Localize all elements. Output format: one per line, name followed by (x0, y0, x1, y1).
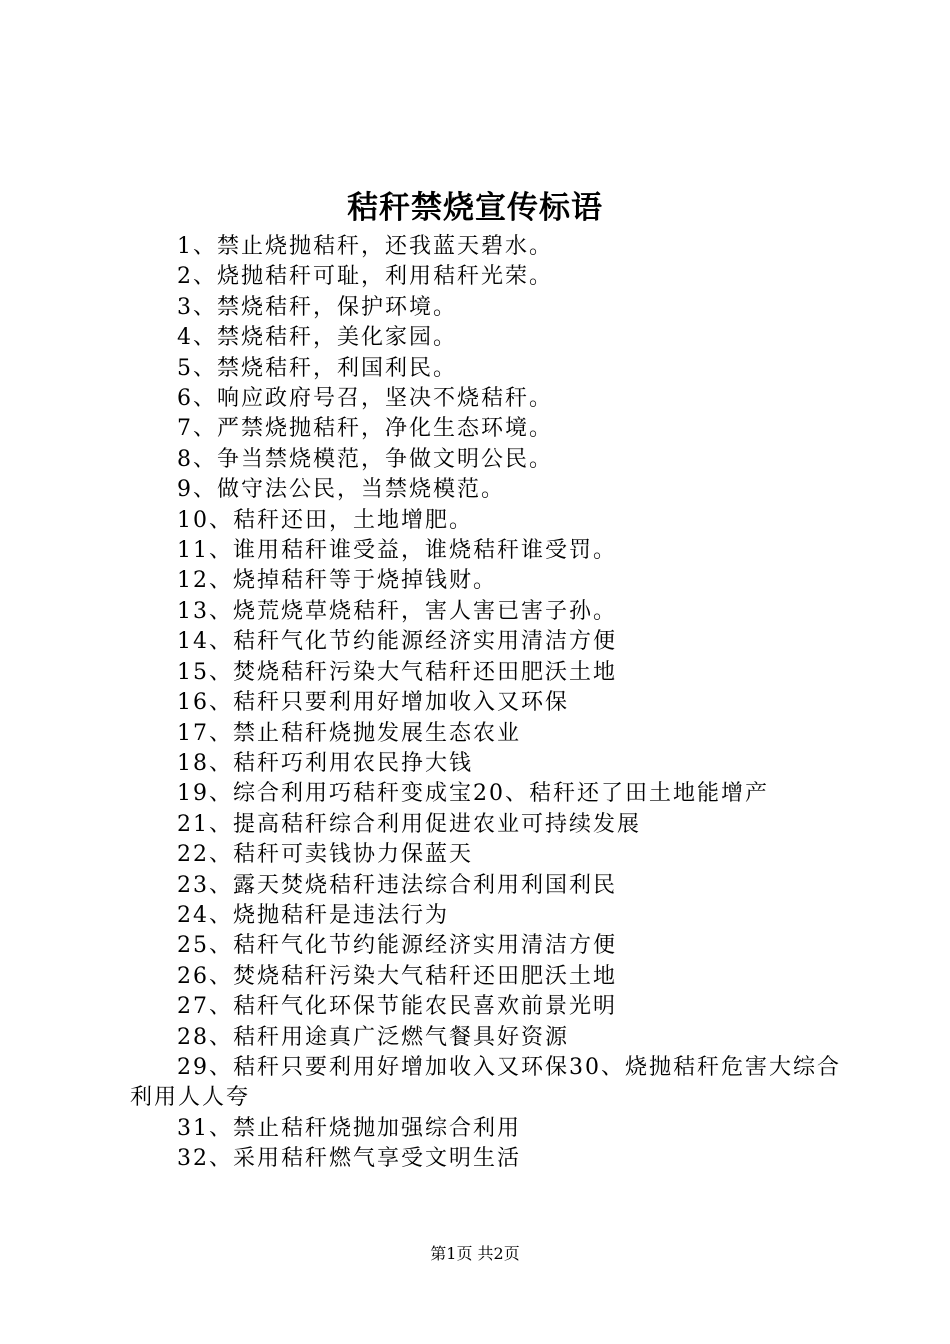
slogan-item: 2、烧抛秸秆可耻，利用秸秆光荣。 (177, 264, 553, 290)
slogan-item: 32、采用秸秆燃气享受文明生活 (177, 1146, 521, 1172)
document-title: 秸秆禁烧宣传标语 (347, 190, 603, 226)
slogan-item: 21、提高秸秆综合利用促进农业可持续发展 (177, 811, 641, 837)
slogan-item: 31、禁止秸秆烧抛加强综合利用 (177, 1115, 521, 1141)
slogan-item: 18、秸秆巧利用农民挣大钱 (177, 750, 473, 776)
slogan-item: 1、禁止烧抛秸秆，还我蓝天碧水。 (177, 234, 553, 259)
slogan-item: 13、烧荒烧草烧秸秆，害人害已害子孙。 (177, 598, 617, 624)
slogan-item: 27、秸秆气化环保节能农民喜欢前景光明 (177, 994, 617, 1020)
slogan-list (130, 232, 845, 1175)
slogan-item: 17、禁止秸秆烧抛发展生态农业 (177, 720, 521, 746)
slogan-item: 19、综合利用巧秸秆变成宝20、秸秆还了田土地能增产 (177, 781, 769, 807)
slogan-item: 29、秸秆只要利用好增加收入又环保30、烧抛秸秆危害大综合利用人人夸 (130, 1054, 841, 1111)
slogan-item: 24、烧抛秸秆是违法行为 (177, 902, 449, 928)
slogan-item: 15、焚烧秸秆污染大气秸秆还田肥沃土地 (177, 659, 617, 685)
slogan-item: 4、禁烧秸秆，美化家园。 (177, 325, 457, 351)
slogan-item: 3、禁烧秸秆，保护环境。 (177, 294, 457, 320)
slogan-item: 28、秸秆用途真广泛燃气餐具好资源 (177, 1024, 569, 1050)
page-footer: 第1页 共2页 (430, 1244, 520, 1263)
slogan-item: 9、做守法公民，当禁烧模范。 (177, 477, 505, 503)
slogan-item: 25、秸秆气化节约能源经济实用清洁方便 (177, 933, 617, 959)
slogan-item: 6、响应政府号召，坚决不烧秸秆。 (177, 386, 553, 412)
slogan-item: 5、禁烧秸秆，利国利民。 (177, 355, 457, 381)
slogan-item: 23、露天焚烧秸秆违法综合利用利国利民 (177, 872, 617, 898)
slogan-item: 12、烧掉秸秆等于烧掉钱财。 (177, 568, 497, 594)
slogan-item: 10、秸秆还田，土地增肥。 (177, 507, 473, 533)
slogan-item: 8、争当禁烧模范，争做文明公民。 (177, 446, 553, 472)
slogan-item: 16、秸秆只要利用好增加收入又环保 (177, 690, 569, 716)
slogan-item: 26、焚烧秸秆污染大气秸秆还田肥沃土地 (177, 963, 617, 989)
slogan-item: 22、秸秆可卖钱协力保蓝天 (177, 842, 473, 868)
slogan-item: 7、严禁烧抛秸秆，净化生态环境。 (177, 416, 553, 442)
slogan-item: 11、谁用秸秆谁受益，谁烧秸秆谁受罚。 (177, 538, 617, 564)
slogan-item: 14、秸秆气化节约能源经济实用清洁方便 (177, 629, 617, 655)
